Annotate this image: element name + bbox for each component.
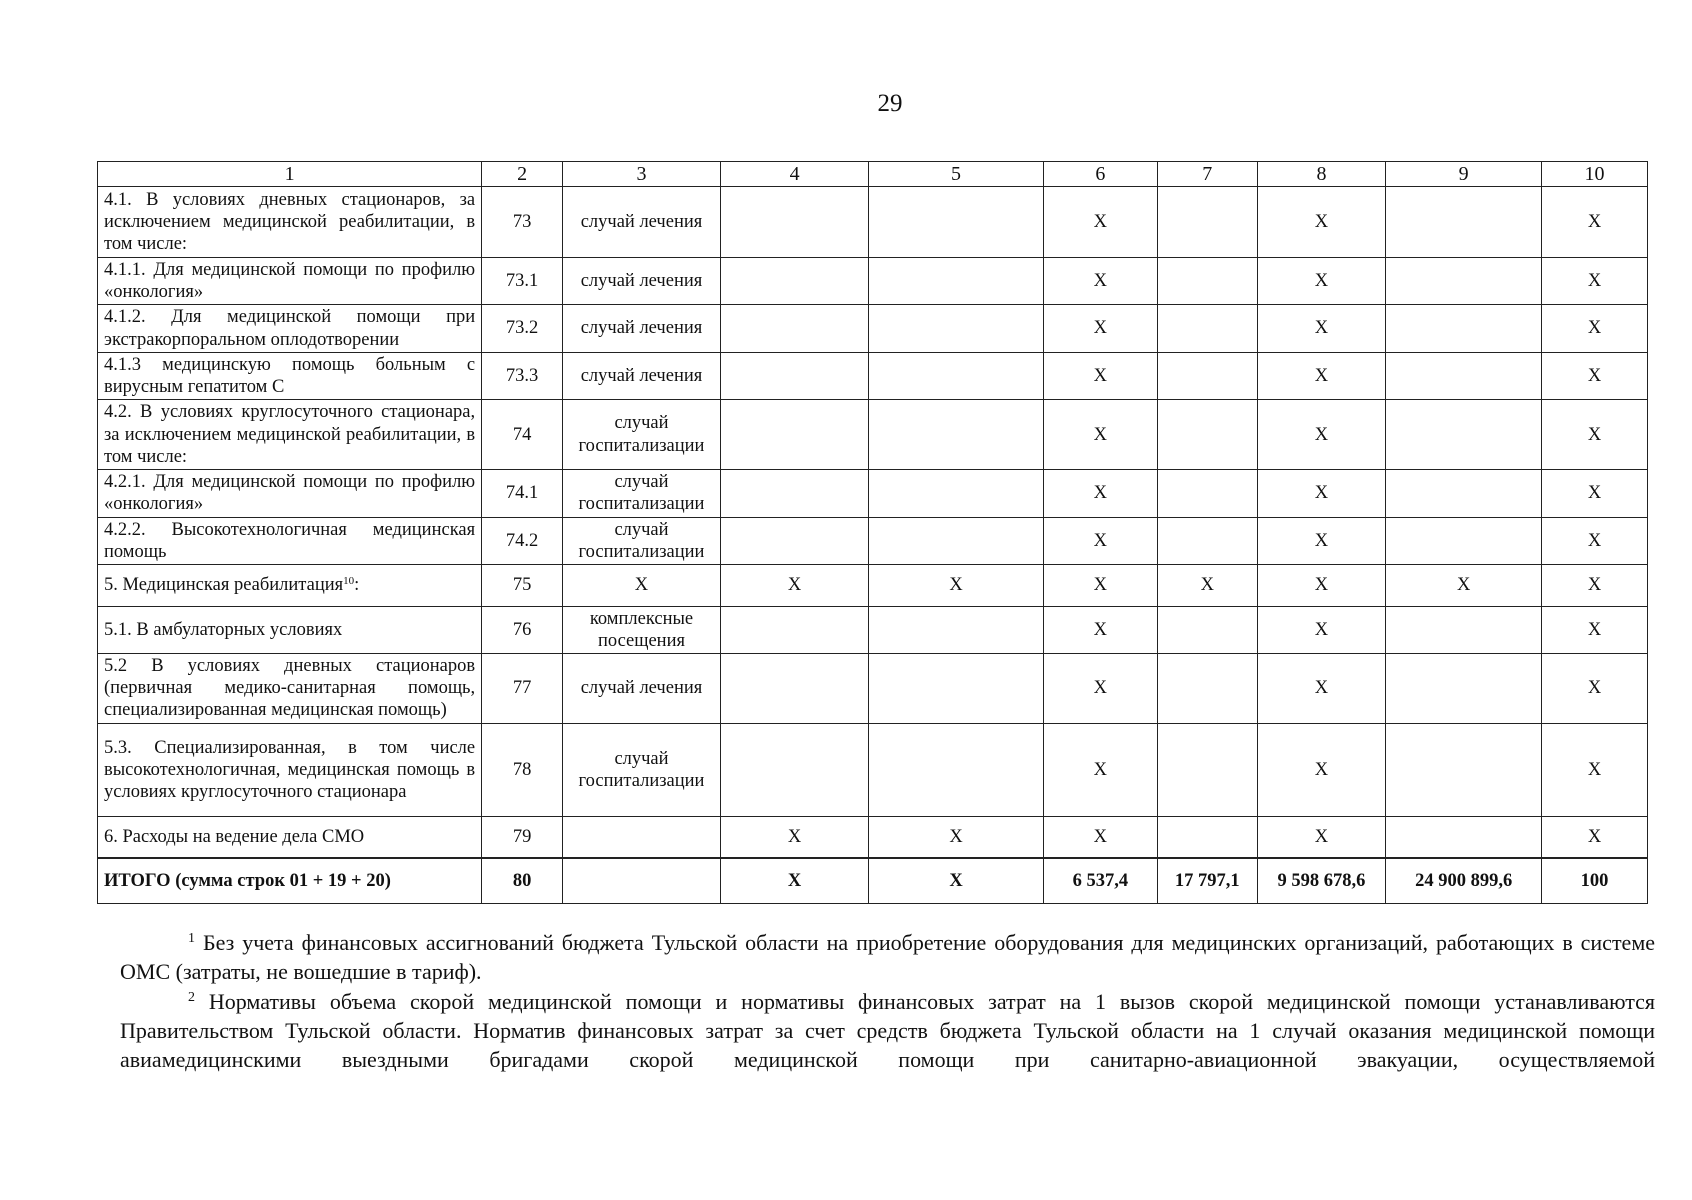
- cell-col6: X: [1043, 470, 1157, 517]
- cell-col4: [720, 305, 868, 352]
- cell-col7: [1157, 258, 1257, 305]
- footnote-1: [120, 928, 1655, 987]
- row-code: 73.1: [482, 258, 563, 305]
- cell-col5: [869, 352, 1043, 399]
- table-row: [98, 400, 1648, 470]
- table-row: [98, 723, 1648, 816]
- cell-col10: X: [1542, 606, 1648, 653]
- cell-col7: [1157, 606, 1257, 653]
- row-code: 79: [482, 816, 563, 858]
- cell-col5: [869, 723, 1043, 816]
- total-col10: 100: [1542, 858, 1648, 903]
- cell-col5: X: [869, 816, 1043, 858]
- column-header: 2: [482, 162, 563, 187]
- cell-col4: X: [720, 816, 868, 858]
- cell-col5: [869, 653, 1043, 723]
- row-label: 5.3. Специализированная, в том числе высокотехнологичная, медицинская помощь в условиях круглосуточного стационара: [98, 723, 482, 816]
- row-label: 5.2 В условиях дневных стационаров (первичная медико-санитарная помощь, специализированная медицинская помощь): [98, 653, 482, 723]
- row-label-suffix: :: [354, 575, 360, 596]
- row-label: 4.2.1. Для медицинской помощи по профилю «онкология»: [98, 470, 482, 517]
- cell-col5: [869, 517, 1043, 564]
- cell-col6: X: [1043, 258, 1157, 305]
- cell-col7: [1157, 187, 1257, 258]
- column-header: 10: [1542, 162, 1648, 187]
- row-code: 74.1: [482, 470, 563, 517]
- cell-col7: [1157, 305, 1257, 352]
- cell-col7: [1157, 517, 1257, 564]
- row-unit: [563, 816, 721, 858]
- cell-col7: [1157, 400, 1257, 470]
- cell-col6: X: [1043, 305, 1157, 352]
- cell-col6: X: [1043, 816, 1157, 858]
- total-code: 80: [482, 858, 563, 903]
- cell-col10: X: [1542, 187, 1648, 258]
- row-code: 77: [482, 653, 563, 723]
- total-col6: 6 537,4: [1043, 858, 1157, 903]
- cell-col4: [720, 653, 868, 723]
- cell-col10: X: [1542, 653, 1648, 723]
- cell-col4: [720, 606, 868, 653]
- cell-col10: X: [1542, 723, 1648, 816]
- cell-col4: [720, 187, 868, 258]
- row-code: 74: [482, 400, 563, 470]
- cell-col8: X: [1257, 258, 1386, 305]
- row-code: 75: [482, 564, 563, 606]
- cell-col4: X: [720, 564, 868, 606]
- cell-col10: X: [1542, 305, 1648, 352]
- column-header: 8: [1257, 162, 1386, 187]
- footnotes: [120, 928, 1655, 1074]
- cell-col4: [720, 352, 868, 399]
- total-col4: X: [720, 858, 868, 903]
- cell-col4: [720, 258, 868, 305]
- cell-col6: X: [1043, 723, 1157, 816]
- table-row: [98, 258, 1648, 305]
- cell-col9: [1386, 816, 1542, 858]
- row-unit: случай госпитализации: [563, 517, 721, 564]
- row-label: 4.2.2. Высокотехнологичная медицинская помощь: [98, 517, 482, 564]
- column-header: 3: [563, 162, 721, 187]
- table-header-row: [98, 162, 1648, 187]
- cell-col4: [720, 400, 868, 470]
- cell-col5: X: [869, 564, 1043, 606]
- row-label: 4.1.2. Для медицинской помощи при экстракорпоральном оплодотворении: [98, 305, 482, 352]
- cell-col8: X: [1257, 816, 1386, 858]
- row-unit: случай лечения: [563, 187, 721, 258]
- cell-col7: X: [1157, 564, 1257, 606]
- cell-col8: X: [1257, 470, 1386, 517]
- row-unit: случай госпитализации: [563, 723, 721, 816]
- row-unit: случай госпитализации: [563, 400, 721, 470]
- row-code: 73.2: [482, 305, 563, 352]
- cell-col9: [1386, 517, 1542, 564]
- cell-col8: X: [1257, 653, 1386, 723]
- cell-col7: [1157, 653, 1257, 723]
- row-code: 74.2: [482, 517, 563, 564]
- cell-col6: X: [1043, 653, 1157, 723]
- cell-col7: [1157, 470, 1257, 517]
- row-unit: X: [563, 564, 721, 606]
- cell-col7: [1157, 816, 1257, 858]
- cell-col5: [869, 470, 1043, 517]
- row-unit: случай лечения: [563, 653, 721, 723]
- cell-col10: X: [1542, 816, 1648, 858]
- row-unit: случай лечения: [563, 258, 721, 305]
- cell-col8: X: [1257, 305, 1386, 352]
- cell-col9: X: [1386, 564, 1542, 606]
- cell-col7: [1157, 352, 1257, 399]
- row-label: 4.1.1. Для медицинской помощи по профилю «онкология»: [98, 258, 482, 305]
- table-row: [98, 517, 1648, 564]
- cell-col8: X: [1257, 606, 1386, 653]
- page-number: 29: [877, 90, 903, 117]
- footnote-marker: 10: [343, 575, 355, 588]
- table-row: [98, 470, 1648, 517]
- total-col7: 17 797,1: [1157, 858, 1257, 903]
- table-row: [98, 653, 1648, 723]
- row-label-text: 5. Медицинская реабилитация: [104, 575, 344, 596]
- row-code: 78: [482, 723, 563, 816]
- cell-col9: [1386, 400, 1542, 470]
- total-col5: X: [869, 858, 1043, 903]
- cell-col9: [1386, 305, 1542, 352]
- total-row: [98, 858, 1648, 903]
- total-unit: [563, 858, 721, 903]
- cell-col9: [1386, 723, 1542, 816]
- column-header: 4: [720, 162, 868, 187]
- total-col9: 24 900 899,6: [1386, 858, 1542, 903]
- cell-col9: [1386, 653, 1542, 723]
- table-row: [98, 816, 1648, 858]
- cell-col5: [869, 400, 1043, 470]
- cell-col5: [869, 606, 1043, 653]
- cell-col4: [720, 470, 868, 517]
- cell-col8: X: [1257, 564, 1386, 606]
- cell-col6: X: [1043, 352, 1157, 399]
- row-label: 5.1. В амбулаторных условиях: [98, 606, 482, 653]
- row-unit: случай госпитализации: [563, 470, 721, 517]
- cell-col10: X: [1542, 258, 1648, 305]
- cell-col6: X: [1043, 400, 1157, 470]
- cell-col8: X: [1257, 517, 1386, 564]
- cell-col8: X: [1257, 187, 1386, 258]
- cell-col6: X: [1043, 517, 1157, 564]
- cell-col10: X: [1542, 517, 1648, 564]
- cell-col8: X: [1257, 723, 1386, 816]
- column-header: 1: [98, 162, 482, 187]
- total-label: ИТОГО (сумма строк 01 + 19 + 20): [98, 858, 482, 903]
- data-table: [97, 161, 1648, 904]
- cell-col5: [869, 305, 1043, 352]
- cell-col9: [1386, 187, 1542, 258]
- cell-col10: X: [1542, 352, 1648, 399]
- row-code: 73.3: [482, 352, 563, 399]
- table-row: [98, 305, 1648, 352]
- cell-col7: [1157, 723, 1257, 816]
- row-unit: случай лечения: [563, 352, 721, 399]
- cell-col10: X: [1542, 564, 1648, 606]
- row-code: 76: [482, 606, 563, 653]
- row-label: 4.1. В условиях дневных стационаров, за исключением медицинской реабилитации, в том числе:: [98, 187, 482, 258]
- column-header: 9: [1386, 162, 1542, 187]
- table-row: [98, 187, 1648, 258]
- row-label: 4.2. В условиях круглосуточного стационара, за исключением медицинской реабилитации, в том числе:: [98, 400, 482, 470]
- cell-col9: [1386, 470, 1542, 517]
- cell-col4: [720, 723, 868, 816]
- cell-col10: X: [1542, 470, 1648, 517]
- row-unit: случай лечения: [563, 305, 721, 352]
- cell-col6: X: [1043, 606, 1157, 653]
- footnote-2: [120, 987, 1655, 1075]
- column-header: 5: [869, 162, 1043, 187]
- cell-col4: [720, 517, 868, 564]
- cell-col5: [869, 187, 1043, 258]
- cell-col8: X: [1257, 352, 1386, 399]
- row-label: [98, 564, 482, 606]
- cell-col10: X: [1542, 400, 1648, 470]
- footnote-text: Без учета финансовых ассигнований бюджета Тульской области на приобретение оборудования для медицинских организаций, работающих в системе ОМС (затраты, не вошедшие в тариф).: [120, 930, 1656, 985]
- cell-col5: [869, 258, 1043, 305]
- row-code: 73: [482, 187, 563, 258]
- total-col8: 9 598 678,6: [1257, 858, 1386, 903]
- cell-col9: [1386, 606, 1542, 653]
- footnote-marker: 2: [188, 989, 195, 1005]
- row-unit: комплексные посещения: [563, 606, 721, 653]
- row-label: 6. Расходы на ведение дела СМО: [98, 816, 482, 858]
- footnote-marker: 1: [188, 931, 195, 946]
- table-row: [98, 564, 1648, 606]
- column-header: 6: [1043, 162, 1157, 187]
- cell-col8: X: [1257, 400, 1386, 470]
- table-row: [98, 352, 1648, 399]
- cell-col9: [1386, 258, 1542, 305]
- column-header: 7: [1157, 162, 1257, 187]
- row-label: 4.1.3 медицинскую помощь больным с вирусным гепатитом С: [98, 352, 482, 399]
- cell-col9: [1386, 352, 1542, 399]
- cell-col6: X: [1043, 187, 1157, 258]
- cell-col6: X: [1043, 564, 1157, 606]
- table-row: [98, 606, 1648, 653]
- footnote-text: Нормативы объема скорой медицинской помощи и нормативы финансовых затрат на 1 вызов скорой медицинской помощи устанавливаются Правительством Тульской области. Норматив финансовых затрат за счет средств бюджета Тульской области на 1 случай оказания медицинской помощи авиамедицинскими выездными бригадами скорой медицинской помощи при санитарно-авиационной эвакуации, осуществляемой: [120, 988, 1655, 1072]
